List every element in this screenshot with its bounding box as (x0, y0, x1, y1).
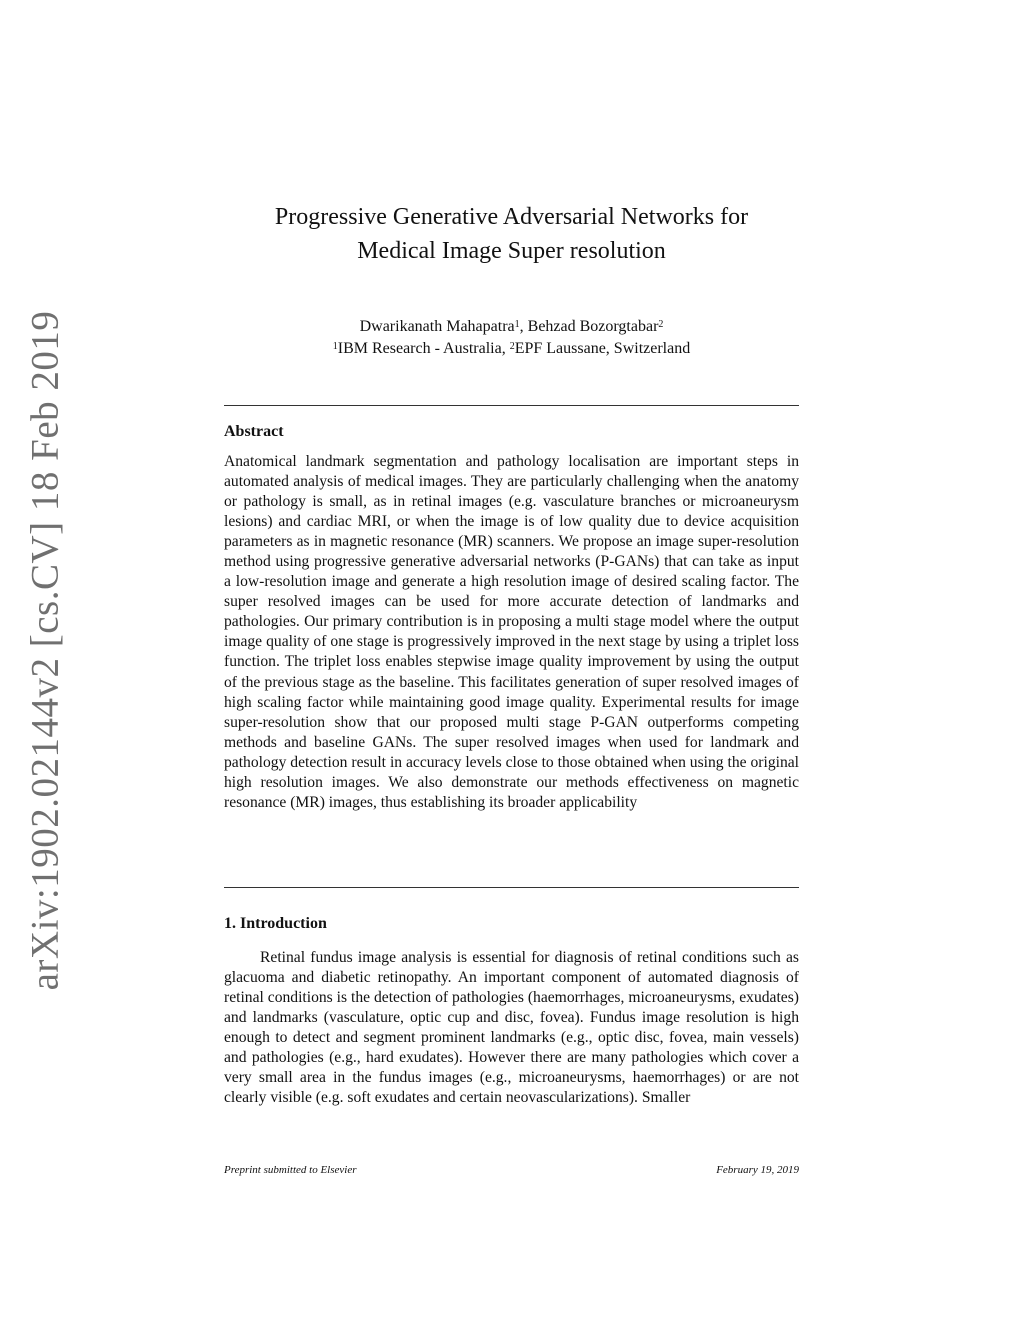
affiliation-1: IBM Research - Australia, (337, 340, 510, 357)
affiliations (224, 338, 799, 360)
title-block (224, 200, 799, 360)
introduction-paragraph: Retinal fundus image analysis is essential for diagnosis of retinal conditions such as glacuoma and diabetic retinopathy. An important component of automated diagnosis of retinal conditions is the detection of pathologies (haemorrhages, microaneurysms, exudates) and landmarks (vasculature, optic cup and disc, fovea). Fundus image resolution is high enough to detect and segment prominent landmarks (e.g., optic disc, fovea, main vessels) and pathologies (e.g., hard exudates). However there are many pathologies which cover a very small area in the fundus images (e.g., microaneurysms, haemorrhages) or are not clearly visible (e.g. soft exudates and certain neovascularizations). Smaller (224, 949, 799, 1107)
abstract-heading: Abstract (224, 423, 284, 440)
abstract-top-rule (224, 405, 799, 406)
author-list (224, 316, 799, 338)
author-1-affil-mark: 1 (514, 319, 520, 330)
affiliation-2: EPF Laussane, Switzerland (514, 340, 691, 357)
paper-title-line-2: Medical Image Super resolution (357, 238, 666, 264)
affil-1-mark: 1 (332, 341, 338, 352)
author-2-affil-mark: 2 (658, 319, 664, 330)
author-1: Dwarikanath Mahapatra (359, 318, 515, 335)
author-2: Behzad Bozorgtabar (527, 318, 659, 335)
arxiv-identifier: arXiv:1902.02144v2 [cs.CV] 18 Feb 2019 (23, 310, 67, 990)
footer-preprint-note: Preprint submitted to Elsevier (224, 1164, 357, 1176)
paper-title-line-1: Progressive Generative Adversarial Networks for (274, 204, 749, 230)
abstract-text: Anatomical landmark segmentation and pathology localisation are important steps in automated analysis of medical images. They are particularly challenging when the anatomy or pathology is small, as in retinal images (e.g. vasculature branches or microaneurysm lesions) and cardiac MRI, or when the image is of low quality due to device acquisition parameters as in magnetic resonance (MR) scanners. We propose an image super-resolution method using progressive generative adversarial networks (P-GANs) that can take as input a low-resolution image and generate a high resolution image of desired scaling factor. The super resolved images can be used for more accurate detection of landmarks and pathologies. Our primary contribution is in proposing a multi stage model where the output image quality of one stage is progressively improved in the next stage by using a triplet loss function. The triplet loss enables stepwise image quality improvement by using the output of the previous stage as the baseline. This facilitates generation of super resolved images of high scaling factor while maintaining good image quality. Experimental results for image super-resolution show that our proposed multi stage P-GAN outperforms competing methods and baseline GANs. The super resolved images when used for landmark and pathology detection result in accuracy levels close to those obtained when using the original high resolution images. We also demonstrate our methods effectiveness on magnetic resonance (MR) images, thus establishing its broader applicability (224, 453, 799, 811)
arxiv-side-stamp (15, 310, 75, 990)
abstract-bottom-rule (224, 887, 799, 888)
footer-date: February 19, 2019 (716, 1164, 799, 1176)
affil-2-mark: 2 (509, 341, 515, 352)
section-heading-introduction: 1. Introduction (224, 915, 327, 932)
author-separator: , (519, 318, 528, 335)
